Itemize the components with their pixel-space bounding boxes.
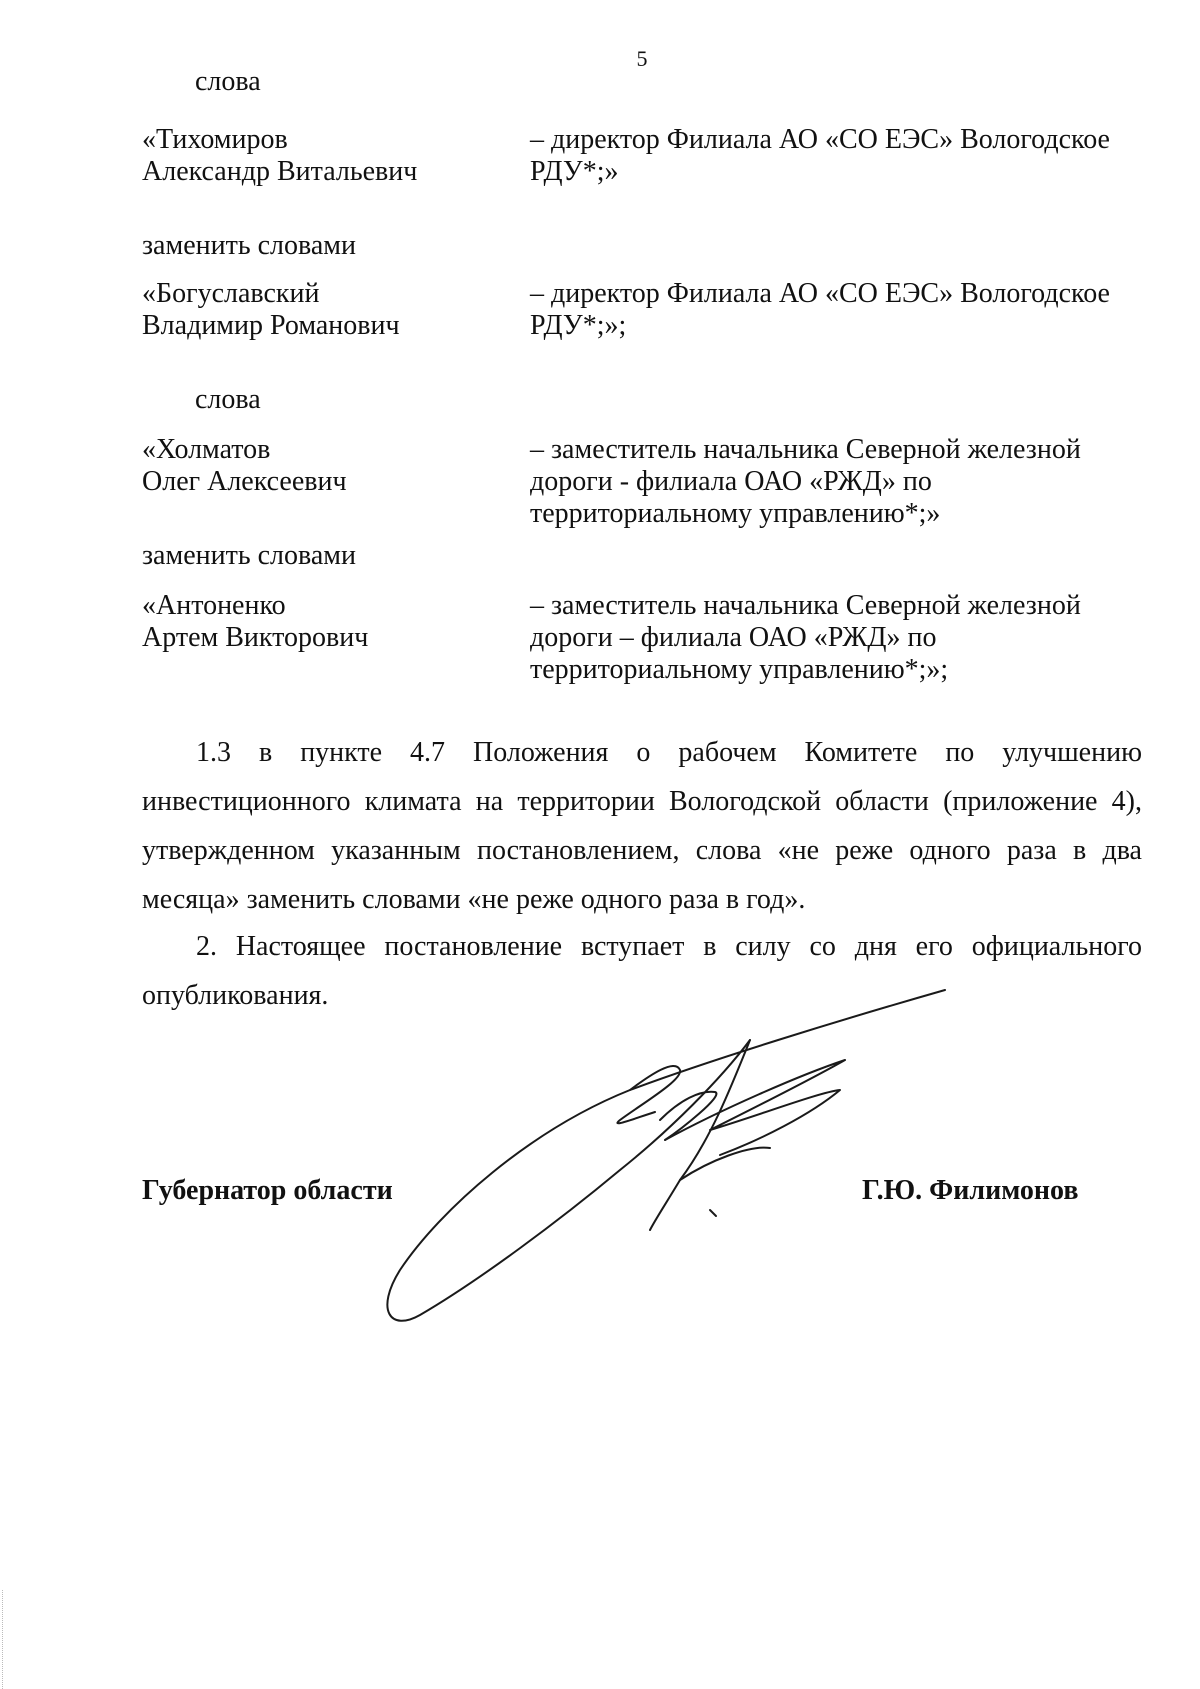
- name-line: Владимир Романович: [142, 310, 400, 341]
- name-line: Олег Алексеевич: [142, 466, 347, 497]
- position-line: – директор Филиала АО «СО ЕЭС» Вологодское: [530, 278, 1110, 309]
- position-column: [530, 434, 1081, 530]
- name-line: «Тихомиров: [142, 124, 288, 155]
- name-column: [142, 434, 347, 498]
- position-line: территориальному управлению*;»;: [530, 654, 949, 685]
- paragraph-text: 2. Настоящее постановление вступает в силу со дня его официального опубликования.: [142, 931, 1142, 1011]
- signatory-title: Губернатор области: [142, 1175, 393, 1206]
- name-line: «Антоненко: [142, 590, 286, 621]
- name-line: «Холматов: [142, 434, 271, 465]
- name-column: [142, 278, 400, 342]
- lead-text: заменить словами: [142, 230, 356, 261]
- name-line: Александр Витальевич: [142, 156, 418, 187]
- paragraph-text: 1.3 в пункте 4.7 Положения о рабочем Комитете по улучшению инвестиционного климата на территории Вологодской области (приложение 4), утвержденном указанным постановлением, слова «не реже одного раза в два месяца» заменить словами «не реже одного раза в год».: [142, 737, 1142, 915]
- position-line: РДУ*;»;: [530, 310, 627, 341]
- name-column: [142, 590, 368, 654]
- name-line: «Богуславский: [142, 278, 320, 309]
- position-line: территориальному управлению*;»: [530, 498, 941, 529]
- scan-edge-marks: [2, 1590, 5, 1689]
- position-line: – директор Филиала АО «СО ЕЭС» Вологодское: [530, 124, 1110, 155]
- signatory-name: Г.Ю. Филимонов: [862, 1175, 1079, 1206]
- page-number: 5: [636, 46, 648, 71]
- paragraph-1-3: [142, 728, 1142, 924]
- position-line: дороги – филиала ОАО «РЖД» по: [530, 622, 937, 653]
- position-line: – заместитель начальника Северной железной: [530, 434, 1081, 465]
- name-line: Артем Викторович: [142, 622, 369, 653]
- position-column: [530, 590, 1081, 686]
- position-column: [530, 278, 1110, 342]
- position-line: РДУ*;»: [530, 156, 619, 187]
- position-line: дороги - филиала ОАО «РЖД» по: [530, 466, 932, 497]
- position-column: [530, 124, 1110, 188]
- position-line: – заместитель начальника Северной железной: [530, 590, 1081, 621]
- handwritten-signature: [380, 980, 960, 1340]
- lead-text: слова: [195, 66, 261, 97]
- lead-text: слова: [195, 384, 261, 415]
- name-column: [142, 124, 417, 188]
- lead-text: заменить словами: [142, 540, 356, 571]
